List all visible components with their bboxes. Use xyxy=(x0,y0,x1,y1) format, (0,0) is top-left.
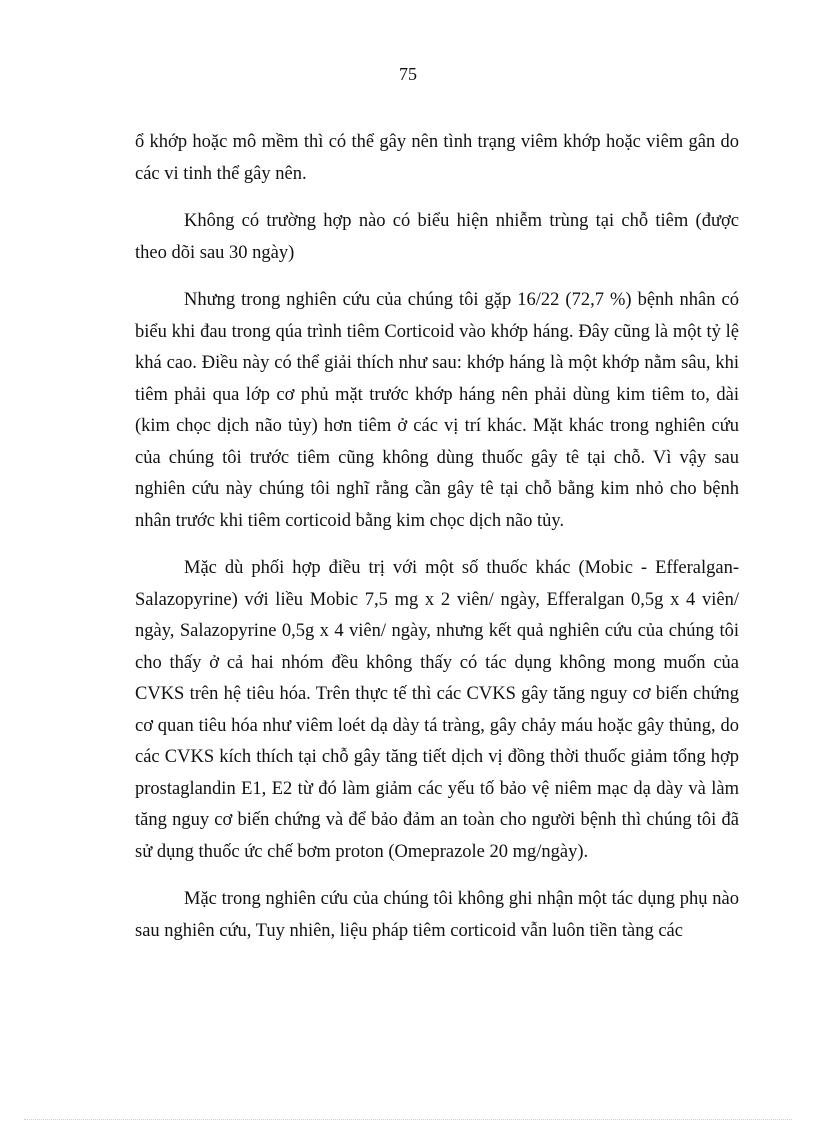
page-number: 75 xyxy=(399,64,417,84)
paragraph-side-effects: Mặc trong nghiên cứu của chúng tôi không ghi nhận một tác dụng phụ nào sau nghiên cứu, Tuy nhiên, liệu pháp tiêm corticoid vẫn luôn tiền tàng các xyxy=(135,889,739,941)
paragraph-hip-injection-pain: Nhưng trong nghiên cứu của chúng tôi gặp 16/22 (72,7 %) bệnh nhân có biểu khi đau trong qúa trình tiêm Corticoid vào khớp háng. Đây cũng là một tỷ lệ khá cao. Điều này có thể giải thích như sau: khớp háng là một khớp nằm sâu, khi tiêm phải qua lớp cơ phủ mặt trước khớp háng nên phải dùng kim tiêm to, dài (kim chọc dịch não tủy) hơn tiêm ở các vị trí khác. Mặt khác trong nghiên cứu của chúng tôi trước tiêm cũng không dùng thuốc gây tê tại chỗ. Vì vậy sau nghiên cứu này chúng tôi nghĩ rằng cần gây tê tại chỗ bằng kim nhỏ cho bệnh nhân trước khi tiêm corticoid bằng kim chọc dịch não tủy. xyxy=(135,290,739,531)
paragraph-continuation: ổ khớp hoặc mô mềm thì có thể gây nên tình trạng viêm khớp hoặc viêm gân do các vi tinh thể gây nên. xyxy=(135,132,739,184)
page-bottom-divider xyxy=(24,1119,792,1120)
paragraph-infection: Không có trường hợp nào có biểu hiện nhiễm trùng tại chỗ tiêm (được theo dõi sau 30 ngày) xyxy=(135,211,739,263)
paragraph-nsaid-combination: Mặc dù phối hợp điều trị với một số thuốc khác (Mobic - Efferalgan- Salazopyrine) với liều Mobic 7,5 mg x 2 viên/ ngày, Efferalgan 0,5g x 4 viên/ ngày, Salazopyrine 0,5g x 4 viên/ ngày, nhưng kết quả nghiên cứu của chúng tôi cho thấy ở cả hai nhóm đều không thấy có tác dụng không mong muốn của CVKS trên hệ tiêu hóa. Trên thực tế thì các CVKS gây tăng nguy cơ biến chứng cơ quan tiêu hóa như viêm loét dạ dày tá tràng, gây chảy máu hoặc gây thủng, do các CVKS kích thích tại chỗ gây tăng tiết dịch vị đồng thời thuốc giảm tổng hợp prostaglandin E1, E2 từ đó làm giảm các yếu tố bảo vệ niêm mạc dạ dày và làm tăng nguy cơ biến chứng và để bảo đảm an toàn cho người bệnh thì chúng tôi đã sử dụng thuốc ức chế bơm proton (Omeprazole 20 mg/ngày). xyxy=(135,558,739,862)
document-body xyxy=(135,127,739,963)
